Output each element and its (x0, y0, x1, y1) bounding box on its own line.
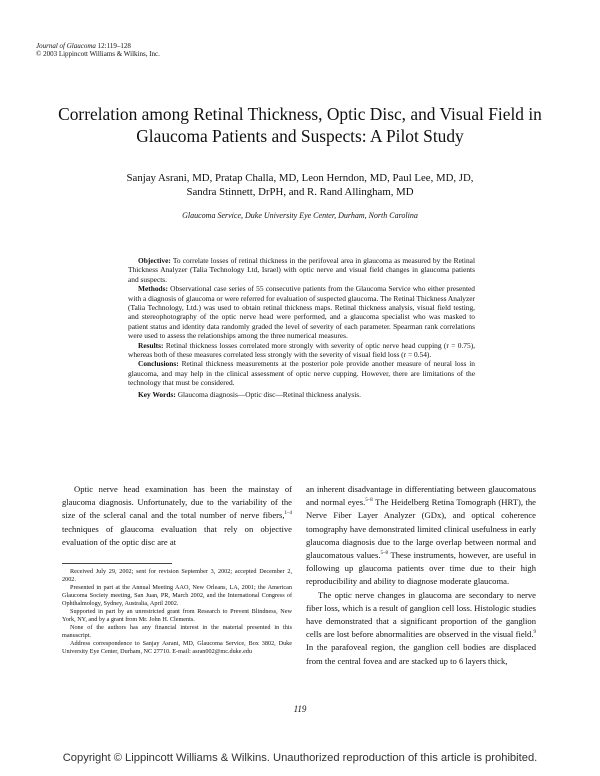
body-paragraph (306, 483, 536, 589)
footnote-supported: Supported in part by an unrestricted grant from Research to Prevent Blindness, New York, NY, and by a grant from Mr. John H. Clements. (62, 608, 292, 623)
affiliation: Glaucoma Service, Duke University Eye Center, Durham, North Carolina (182, 211, 418, 220)
body-text: The optic nerve changes in glaucoma are secondary to nerve fiber loss, which is a result of ganglion cell loss. Histologic studies have demonstrated that a significant proportion of the ganglion cells are lost before abnormalities are observed in the visual field. (306, 589, 536, 640)
journal-header (36, 42, 160, 58)
body-paragraph (62, 483, 292, 549)
abstract-methods (128, 284, 475, 340)
keywords-text: Glaucoma diagnosis—Optic disc—Retinal thickness analysis. (175, 389, 362, 399)
footnote-received: Received July 29, 2002; sent for revision September 3, 2002; accepted December 2, 2002. (62, 568, 292, 583)
body-text: techniques of glaucoma evaluation that rely on objective evaluation of the optic disc are at (62, 523, 292, 547)
journal-volume: 12:119–128 (95, 42, 131, 50)
objective-text: To correlate losses of retinal thickness in the perifoveal area in glaucoma as measured by the Retinal Thickness Analyzer (Talia Technology Ltd, Israel) with optic nerve and visual field changes in glaucoma patients and suspects. (128, 256, 475, 284)
authors-line-2: Sandra Stinnett, DrPH, and R. Rand Allingham, MD (186, 186, 414, 198)
body-text: The Heidelberg Retina Tomograph (HRT), the Nerve Fiber Layer Analyzer (GDx), and optical coherence tomography have demonstrated limited clinical usefulness in early glaucoma diagnosis due to the large overlap between normal and glaucomatous values. (306, 497, 537, 561)
keywords-label: Key Words: (138, 389, 176, 399)
author-list (60, 171, 540, 199)
authors-line-1: Sanjay Asrani, MD, Pratap Challa, MD, Leon Herndon, MD, Paul Lee, MD, JD, (126, 172, 474, 184)
methods-label: Methods: (138, 284, 168, 294)
results-label: Results: (138, 340, 164, 350)
body-column-left (62, 483, 292, 549)
abstract-results (128, 341, 475, 360)
page-number: 119 (293, 704, 307, 714)
footnote-interest: None of the authors has any financial interest in the material presented in this manuscript. (62, 624, 292, 639)
body-text: Optic nerve head examination has been the mainstay of glaucoma diagnosis. Unfortunately, due to the variability of the size of the scleral canal and the total number of nerve fibers, (62, 484, 292, 521)
copyright-notice: Copyright © Lippincott Williams & Wilkins. Unauthorized reproduction of this article is prohibited. (62, 752, 538, 764)
journal-citation (36, 42, 160, 50)
conclusions-label: Conclusions: (138, 359, 179, 369)
abstract-objective (128, 256, 475, 284)
methods-text: Observational case series of 55 consecutive patients from the Glaucoma Service who either presented with a diagnosis of glaucoma or were referred for evaluation of suspected glaucoma. The Retinal Thickness Analyzer (Talia Technology, Ltd.) was used to obtain retinal thickness maps. Retinal thickness analysis, visual field testing, and stereophotography of the optic nerve head were performed, and a glaucoma specialist who was masked to patient status and identity data randomly graded the level of severity of each parameter. Spearman rank correlations were used to assess the relationships among the three numerical measures. (128, 284, 475, 341)
abstract-conclusions (128, 359, 475, 387)
footnotes (62, 568, 292, 656)
body-paragraph (306, 589, 536, 668)
footnote-address: Address correspondence to Sanjay Asrani, MD, Glaucoma Service, Box 3802, Duke University Eye Center, Durham, NC 27710. E-mail: asran002@mc.duke.edu (62, 640, 292, 655)
footnote-divider (62, 563, 172, 564)
citation-ref: 5–8 (380, 551, 388, 557)
citation-ref: 5–8 (365, 498, 373, 504)
citation-ref: 1–4 (284, 511, 292, 517)
conclusions-text: Retinal thickness measurements at the posterior pole provide another measure of neural loss in glaucoma, and may help in the clinical assessment of optic nerve cupping. However, there are limitations of the technology that must be considered. (128, 359, 475, 388)
abstract (128, 256, 475, 399)
article-title: Correlation among Retinal Thickness, Optic Disc, and Visual Field in Glaucoma Patients and Suspects: A Pilot Study (58, 104, 542, 146)
objective-label: Objective: (138, 256, 171, 265)
body-text: In the parafoveal region, the ganglion cell bodies are displaced from the central fovea and are stacked up to 6 layers thick, (306, 642, 536, 666)
body-column-right (306, 483, 536, 668)
journal-name: Journal of Glaucoma (36, 42, 96, 50)
body-text: These instruments, however, are useful in following up glaucoma patients over time due to their high reproducibility and ability to diagnose moderate glaucoma. (306, 550, 537, 587)
abstract-keywords (128, 390, 475, 399)
body-text: an inherent disadvantage in differentiating between glaucomatous and normal eyes. (306, 484, 536, 508)
footnote-presented: Presented in part at the Annual Meeting AAO, New Orleans, LA, 2001; the American Glaucoma Society meeting, San Juan, PR, March 2002, and the International Congress of Ophthalmology, Sydney, Australia, April 2002. (62, 584, 292, 607)
journal-copyright: © 2003 Lippincott Williams & Wilkins, Inc. (36, 50, 160, 58)
citation-ref: 9 (533, 630, 536, 636)
results-text: Retinal thickness losses correlated more strongly with severity of optic nerve head cupping (r = 0.75), whereas both of these measures correlated less strongly with the severity of visual field loss (r = 0.54). (128, 340, 475, 360)
